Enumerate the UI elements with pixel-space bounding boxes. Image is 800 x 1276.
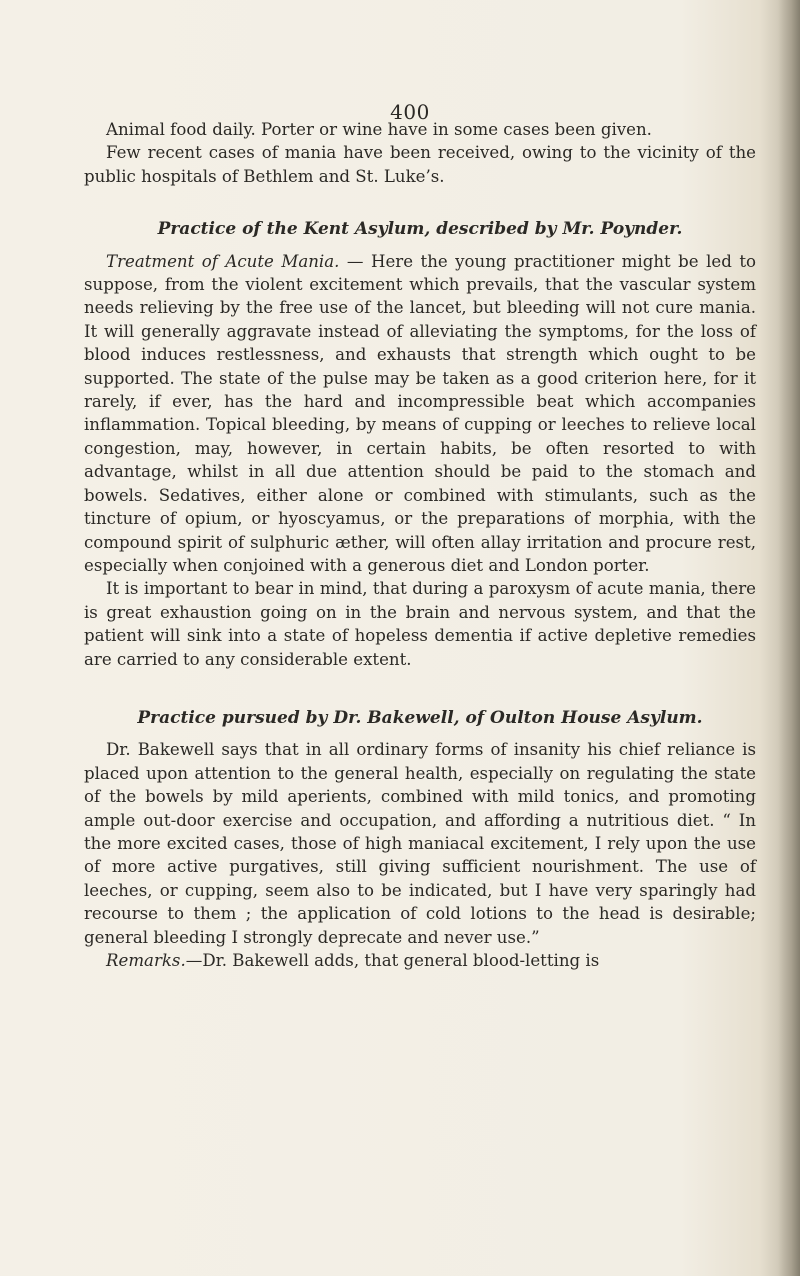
section-heading-bakewell: Practice pursued by Dr. Bakewell, of Oulton House Asylum. xyxy=(137,707,703,728)
run-in-heading-remarks: Remarks. xyxy=(106,951,186,970)
paragraph-remarks-text: —Dr. Bakewell adds, that general blood-letting is xyxy=(185,951,600,970)
paragraph-remarks xyxy=(84,949,756,972)
page-body xyxy=(84,98,756,972)
paragraph-recent-cases: Few recent cases of mania have been received, owing to the vicinity of the public hospitals of Bethlem and St. Luke’s. xyxy=(84,143,756,186)
paragraph-paroxysm: It is important to bear in mind, that during a paroxysm of acute mania, there is great exhaustion going on in the brain and nervous system, and that the patient will sink into a state of hopeless dementia if active depletive remedies are carried to any considerable extent. xyxy=(84,579,756,669)
paragraph-bakewell: Dr. Bakewell says that in all ordinary forms of insanity his chief reliance is placed upon attention to the general health, especially on regulating the state of the bowels by mild aperients, combined with mild tonics, and promoting ample out-door exercise and occupation, and affording a nutritious diet. “ In the more excited cases, those of high maniacal excitement, I rely upon the use of more active purgatives, still giving sufficient nourishment. The use of leeches, or cupping, seem also to be indicated, but I have very sparingly had recourse to them ; the application of cold lotions to the head is desirable; general bleeding I strongly deprecate and never use.” xyxy=(84,740,756,947)
page-edge-shadow xyxy=(778,0,800,1276)
paragraph-acute-mania xyxy=(84,250,756,578)
paragraph-acute-mania-text: — Here the young practitioner might be led to suppose, from the violent excitement which prevails, that the vascular system needs relieving by the free use of the lancet, but bleeding will not cure mania. It will generally aggravate instead of alleviating the symptoms, for the loss of blood induces restlessness, and exhausts that strength which ought to be supported. The state of the pulse may be taken as a good criterion here, for it rarely, if ever, has the hard and incompressible beat which accompanies inflammation. Topical bleeding, by means of cupping or leeches to relieve local congestion, may, however, in certain habits, be often resorted to with advantage, whilst in all due attention should be paid to the stomach and bowels. Sedatives, either alone or combined with stimulants, such as the tincture of opium, or hyoscyamus, or the preparations of morphia, with the compound spirit of sulphuric æther, will often allay irritation and procure rest, especially when conjoined with a generous diet and London porter. xyxy=(84,251,757,575)
paragraph-animal-food: Animal food daily. Porter or wine have in some cases been given. xyxy=(106,120,652,139)
run-in-heading-acute-mania: Treatment of Acute Mania. xyxy=(106,251,340,271)
section-heading-kent-asylum: Practice of the Kent Asylum, described by Mr. Poynder. xyxy=(157,219,683,240)
page-number: 400 xyxy=(390,100,430,124)
